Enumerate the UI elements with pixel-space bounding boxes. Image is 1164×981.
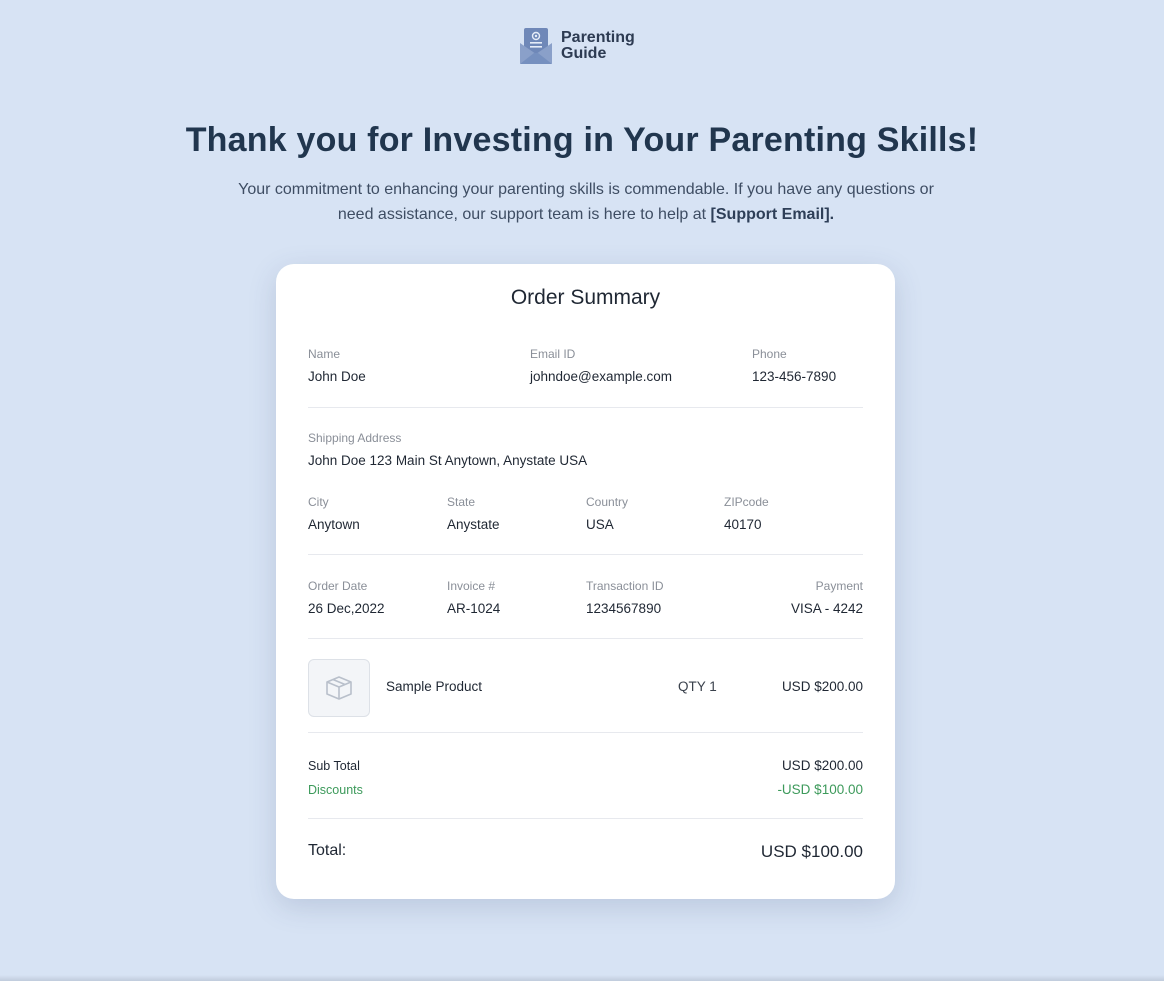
email-value: johndoe@example.com (530, 369, 673, 384)
zipcode-field (724, 494, 769, 534)
zipcode-value: 40170 (724, 517, 762, 532)
window-bottom-edge (0, 975, 1164, 981)
payment-label: Payment (815, 579, 863, 593)
name-label: Name (308, 347, 341, 361)
product-quantity: QTY 1 (678, 679, 717, 694)
order-summary-card (276, 264, 895, 899)
product-price: USD $200.00 (781, 679, 863, 694)
divider (308, 554, 863, 555)
brand-name-line2: Guide (561, 45, 607, 62)
shipping-address-value: John Doe 123 Main St Anytown, Anystate USA (308, 453, 588, 468)
phone-value: 123-456-7890 (752, 369, 837, 384)
total-label: Total: (308, 842, 347, 859)
city-field (308, 494, 360, 534)
state-label: State (447, 495, 476, 509)
order-summary-title: Order Summary (510, 286, 661, 309)
state-value: Anystate (447, 517, 500, 532)
discount-value: -USD $100.00 (777, 782, 863, 797)
invoice-label: Invoice # (447, 579, 496, 593)
order-date-label: Order Date (308, 579, 368, 593)
name-value: John Doe (308, 369, 366, 384)
brand-name (561, 30, 635, 62)
invoice-field (447, 578, 500, 618)
discount-row (308, 782, 863, 798)
city-label: City (308, 495, 329, 509)
support-email: [Support Email]. (710, 206, 835, 223)
email-field (530, 346, 672, 386)
payment-value: VISA - 4242 (790, 601, 863, 616)
country-label: Country (586, 495, 629, 509)
subtotal-value: USD $200.00 (781, 758, 863, 773)
divider (308, 732, 863, 733)
subtotal-row (308, 758, 863, 774)
page-title: Thank you for Investing in Your Parenting Skills! (185, 121, 979, 159)
divider (308, 638, 863, 639)
country-field (586, 494, 628, 534)
transaction-id-field (586, 578, 664, 618)
page-subtitle (220, 177, 952, 227)
shipping-address-label: Shipping Address (308, 431, 402, 445)
order-date-field (308, 578, 385, 618)
subtitle-text: Your commitment to enhancing your parenting skills is commendable. If you have any questions or need assistance, our support team is here to help at (238, 181, 934, 223)
shipping-address-field (308, 430, 587, 470)
divider (308, 818, 863, 819)
product-thumbnail (308, 659, 370, 717)
state-field (447, 494, 500, 534)
subtotal-label: Sub Total (308, 759, 360, 773)
phone-field (752, 346, 836, 386)
name-field (308, 346, 366, 386)
phone-label: Phone (752, 347, 787, 361)
box-icon (324, 675, 354, 701)
total-row (308, 842, 863, 862)
invoice-value: AR-1024 (447, 601, 501, 616)
transaction-id-label: Transaction ID (586, 579, 664, 593)
transaction-id-value: 1234567890 (586, 601, 662, 616)
product-name: Sample Product (386, 679, 483, 694)
city-value: Anytown (308, 517, 360, 532)
brand-name-line1: Parenting (561, 29, 635, 46)
discount-label: Discounts (308, 783, 363, 797)
total-value: USD $100.00 (760, 842, 863, 861)
email-label: Email ID (530, 347, 576, 361)
brand-logo[interactable] (519, 27, 635, 65)
payment-field (791, 578, 863, 618)
zipcode-label: ZIPcode (724, 495, 769, 509)
order-date-value: 26 Dec,2022 (308, 601, 385, 616)
envelope-letter-icon (519, 27, 553, 65)
country-value: USA (586, 517, 614, 532)
divider (308, 407, 863, 408)
